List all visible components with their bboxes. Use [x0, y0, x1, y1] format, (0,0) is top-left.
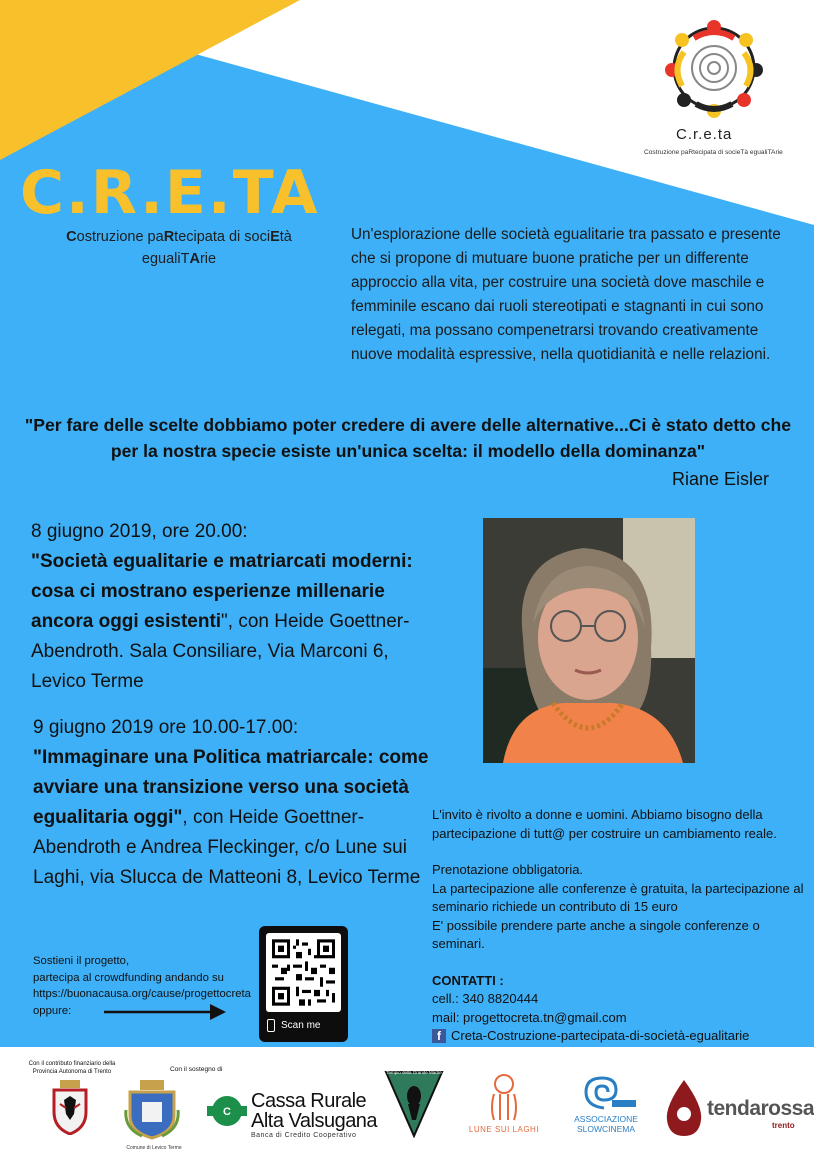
event-title-close: ", [221, 611, 234, 632]
event-title: "Società egualitarie e matriarcati moderni: cosa ci mostrano esperienze millenarie ancora oggi esistenti [31, 551, 413, 632]
footer-support-label: Con il sostegno di [170, 1066, 223, 1073]
tendarossa-name: tendarossa [707, 1097, 814, 1120]
contact-email[interactable]: mail: progettocreta.tn@gmail.com [432, 1009, 627, 1025]
subtitle-part: E [270, 229, 280, 245]
bank-line-1: Cassa Rurale [251, 1090, 367, 1112]
lune-sui-laghi-logo-icon [486, 1072, 522, 1122]
contacts-label: CONTATTI : [432, 972, 504, 988]
creta-logo-tagline: Costruzione paRtecipata di socieTà egualiTArie [644, 149, 783, 156]
phone-icon [267, 1019, 275, 1032]
subtitle-part: C [66, 229, 77, 245]
cassa-rurale-logo-icon [205, 1094, 249, 1128]
support-line: partecipa al crowdfunding andando su [33, 971, 224, 984]
event-title: "Immaginare una Politica matriarcale: come avviare una transizione verso una società egualitaria oggi" [33, 747, 429, 828]
qr-code[interactable] [266, 933, 341, 1012]
lune-sui-laghi-name: LUNE SUI LAGHI [468, 1125, 540, 1134]
tempio-label: Tempio della Grande Madre [386, 1070, 442, 1075]
participation-text: La partecipazione alle conferenze è gratuita, la partecipazione al seminario richiede un contributo di 15 euro [432, 880, 804, 914]
event-title-close: , con [182, 807, 224, 828]
quote-text: "Per fare delle scelte dobbiamo poter credere di avere delle alternative...Ci è stato detto che per la nostra specie esiste un'unica scelta: il modello della dominanza" [24, 415, 792, 461]
intro-paragraph: Un'esplorazione delle società egualitarie tra passato e presente che si propone di mutuare buone pratiche per un differente approccio alla vita, per costruire una società dove maschile e femminile escano dai ruoli stereotipati e stagnanti in cui sono relegati, ma possano compenetrarsi trovando creativamente nuove modalità espressive, nella quotidianità e nelle relazioni. [351, 226, 781, 363]
subtitle-part: A [189, 251, 200, 267]
participation-text: E' possibile prendere parte anche a singole conferenze o seminari. [432, 917, 760, 951]
tendarossa-sub: trento [772, 1121, 795, 1130]
facebook-icon: f [432, 1029, 446, 1043]
subtitle-part: rie [199, 251, 217, 267]
provincia-trento-crest-icon [50, 1080, 90, 1135]
bank-subtitle: Banca di Credito Cooperativo [251, 1132, 357, 1139]
page-subtitle [34, 226, 324, 270]
invite-text: L'invito è rivolto a donne e uomini. Abbiamo bisogno della partecipazione di tutt@ per costruire un cambiamento reale. [432, 807, 777, 841]
portrait-photo [483, 518, 695, 763]
subtitle-part: ostruzione pa [76, 229, 164, 245]
svg-text:C: C [223, 1106, 231, 1118]
event-description [33, 743, 433, 893]
contact-facebook[interactable] [432, 1027, 807, 1046]
info-block [432, 806, 807, 1046]
cassa-rurale-name [251, 1091, 377, 1131]
bank-line-2: Alta Valsugana [251, 1110, 378, 1132]
subtitle-part: R [163, 229, 175, 245]
scan-me-label: Scan me [281, 1020, 321, 1031]
tendarossa-logo-icon [663, 1078, 705, 1138]
subtitle-part: tà egualiT [141, 229, 292, 267]
slowcinema-logo-icon [572, 1070, 638, 1114]
footer-contrib-label: Con il contributo finanziario della Provincia Autonoma di Trento [28, 1061, 116, 1075]
tempio-grande-madre-logo-icon [384, 1068, 444, 1138]
event-details: Heide Goettner-Abendroth e Andrea Fleckinger, c/o Lune sui Laghi, via Slucca de Matteoni 8, Levico Terme [33, 807, 421, 888]
arrow-right-icon [104, 1002, 228, 1022]
comune-levico-crest-icon [124, 1080, 180, 1140]
support-line: Sostieni il progetto, [33, 955, 130, 967]
event-details: con Heide Goettner-Abendroth. Sala Consiliare, Via Marconi 6, Levico Terme [31, 611, 410, 692]
comune-label: Comune di Levico Terme [126, 1145, 182, 1151]
slowcinema-name [566, 1114, 646, 1134]
event-date: 9 giugno 2019 ore 10.00-17.00: [33, 717, 299, 738]
slowcinema-line-1: ASSOCIAZIONE [574, 1114, 638, 1124]
creta-logo [640, 18, 790, 163]
event-1 [31, 517, 431, 697]
subtitle-part: tecipata di soci [174, 229, 271, 245]
qr-code-card[interactable] [259, 926, 348, 1042]
booking-text: Prenotazione obbligatoria. [432, 862, 584, 877]
facebook-page: Creta-Costruzione-partecipata-di-società-egualitarie [451, 1028, 750, 1043]
crowdfunding-link[interactable]: https://buonacausa.org/cause/progettocreta [33, 988, 251, 1000]
creta-logo-name: C.r.e.ta [676, 126, 733, 143]
page-title: C.R.E.TA [20, 158, 320, 228]
creta-circle-logo-icon [664, 18, 764, 118]
event-2 [33, 713, 433, 893]
slowcinema-line-2: SLOWCINEMA [576, 1124, 636, 1134]
event-date: 8 giugno 2019, ore 20.00: [31, 521, 248, 542]
quote-author: Riane Eisler [672, 469, 770, 489]
support-line: oppure: [33, 1004, 72, 1017]
contact-phone: cell.: 340 8820444 [432, 991, 539, 1006]
event-description [31, 547, 431, 697]
